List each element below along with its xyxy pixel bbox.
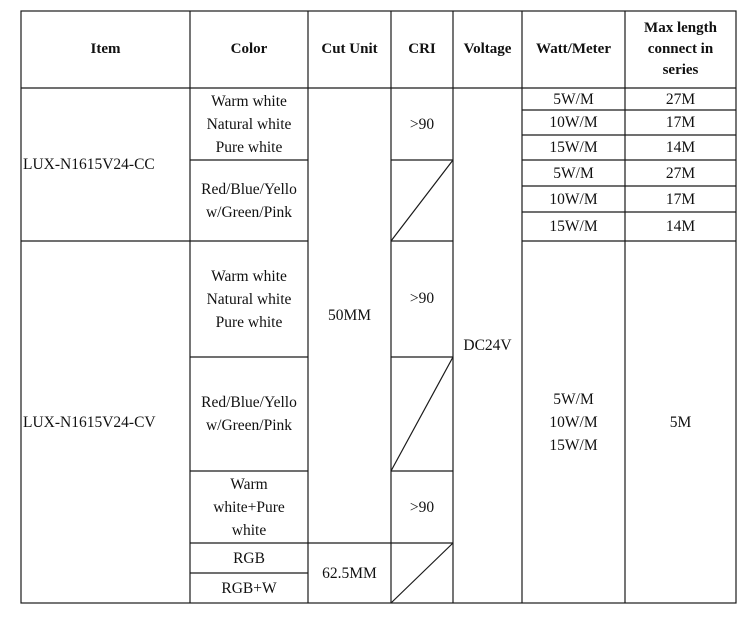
header-watt-meter: Watt/Meter: [536, 41, 611, 57]
color-rgbw: RGB+W: [221, 579, 277, 597]
color-rgb: RGB: [233, 549, 265, 567]
watt-cv: [522, 241, 625, 603]
color-line: white+Pure: [213, 498, 285, 516]
item-cv: LUX-N1615V24-CV: [23, 413, 156, 431]
watt-line: 10W/M: [549, 413, 598, 431]
watt-cell: 15W/M: [549, 218, 598, 235]
header-voltage: Voltage: [463, 41, 512, 57]
max-length-cell: 14M: [665, 139, 696, 156]
header-max-length-line: series: [662, 62, 699, 78]
color-warm-pure: [190, 471, 308, 543]
color-line: Red/Blue/Yello: [201, 394, 297, 411]
cri-value: >90: [409, 290, 435, 307]
max-length-cell: 17M: [665, 114, 696, 131]
item-cc: LUX-N1615V24-CC: [23, 156, 155, 173]
color-line: Natural white: [206, 290, 292, 308]
cut-unit-rgb: 62.5MM: [322, 564, 377, 582]
color-line: Natural white: [206, 115, 292, 133]
header-max-length-line: connect in: [647, 41, 714, 57]
cri-value: >90: [409, 115, 435, 133]
color-line: w/Green/Pink: [205, 203, 293, 221]
cut-unit-main: 50MM: [327, 307, 372, 324]
max-length-cell: 14M: [665, 218, 696, 235]
watt-line: 15W/M: [549, 436, 598, 454]
watt-cell: 15W/M: [549, 139, 598, 156]
voltage-value: DC24V: [463, 337, 512, 354]
header-max-length-line: Max length: [644, 20, 717, 36]
max-length-cell: 27M: [665, 164, 696, 182]
cri-value: >90: [409, 498, 435, 516]
header-cri: CRI: [408, 41, 436, 57]
header-item: Item: [90, 41, 121, 57]
color-white-set-1: [190, 88, 308, 160]
color-line: w/Green/Pink: [205, 417, 293, 434]
watt-cell: 10W/M: [549, 114, 598, 131]
header-max-length: [625, 11, 736, 88]
color-line: Red/Blue/Yello: [201, 180, 297, 198]
max-length-cv: 5M: [669, 413, 692, 431]
color-line: Warm white: [211, 267, 287, 285]
max-length-cell: 17M: [665, 190, 696, 208]
header-color: Color: [230, 41, 268, 57]
max-length-cell: 27M: [665, 90, 696, 108]
color-rgbyp-1: [190, 160, 308, 241]
color-rgbyp-2: [190, 357, 308, 471]
watt-cell: 10W/M: [549, 190, 598, 208]
watt-cell: 5W/M: [553, 164, 594, 182]
color-line: white: [231, 521, 267, 539]
color-white-set-2: [190, 241, 308, 357]
color-line: Pure white: [215, 313, 283, 331]
color-line: Warm white: [211, 92, 287, 110]
color-line: Pure white: [215, 138, 283, 156]
color-line: Warm: [230, 475, 268, 493]
watt-cell: 5W/M: [553, 90, 594, 108]
header-cut-unit: Cut Unit: [321, 41, 378, 57]
watt-line: 5W/M: [553, 390, 594, 408]
